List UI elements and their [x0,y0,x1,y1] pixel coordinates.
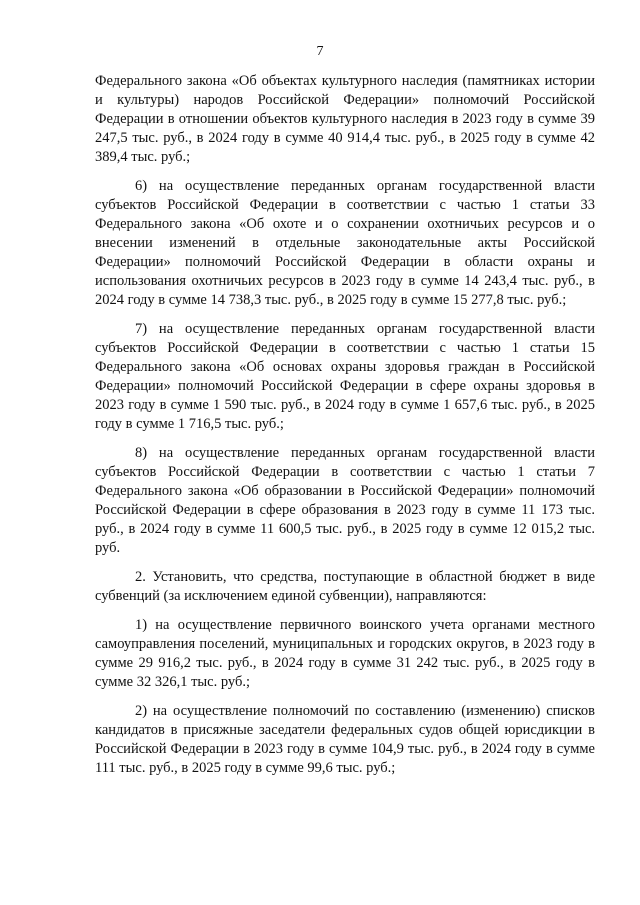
paragraph-section-2: 2. Установить, что средства, поступающие в областной бюджет в виде субвенций (за исключением единой субвенции), направляются: [95,569,595,604]
paragraph-section-2-item-1: 1) на осуществление первичного воинского учета органами местного самоуправления поселений, муниципальных и городских округов, в 2023 году в сумме 29 916,2 тыс. руб., в 2024 году в сумме 31 242 тыс. руб., в 2025 году в сумме 32 326,1 тыс. руб.; [95,617,595,690]
paragraph-item-8: 8) на осуществление переданных органам государственной власти субъектов Российской Федерации в соответствии с частью 1 статьи 7 Федерального закона «Об образовании в Российской Федерации» полномочий Российской Федерации в сфере образования в 2023 году в сумме 11 173 тыс. руб., в 2024 году в сумме 11 600,5 тыс. руб., в 2025 году в сумме 12 015,2 тыс. руб. [95,445,595,556]
paragraph-continuation: Федерального закона «Об объектах культурного наследия (памятниках истории и культуры) народов Российской Федерации» полномочий Российской Федерации в отношении объектов культурного наследия в 2023 году в сумме 39 247,5 тыс. руб., в 2024 году в сумме 40 914,4 тыс. руб., в 2025 году в сумме 42 389,4 тыс. руб.; [95,73,595,165]
paragraph-item-6: 6) на осуществление переданных органам государственной власти субъектов Российской Федерации в соответствии с частью 1 статьи 33 Федерального закона «Об охоте и о сохранении охотничьих ресурсов и о внесении изменений в отдельные законодательные акты Российской Федерации» полномочий Российской Федерации в области охраны и использования охотничьих ресурсов в 2023 году в сумме 14 243,4 тыс. руб., в 2024 году в сумме 14 738,3 тыс. руб., в 2025 году в сумме 15 277,8 тыс. руб.; [95,178,595,308]
document-body [95,72,595,788]
paragraph-section-2-item-2: 2) на осуществление полномочий по составлению (изменению) списков кандидатов в присяжные заседатели федеральных судов общей юрисдикции в Российской Федерации в 2023 году в сумме 104,9 тыс. руб., в 2024 году в сумме 111 тыс. руб., в 2025 году в сумме 99,6 тыс. руб.; [95,703,595,776]
paragraph-item-7: 7) на осуществление переданных органам государственной власти субъектов Российской Федерации в соответствии с частью 1 статьи 15 Федерального закона «Об основах охраны здоровья граждан в Российской Федерации» полномочий Российской Федерации в сфере охраны здоровья в 2023 году в сумме 1 590 тыс. руб., в 2024 году в сумме 1 657,6 тыс. руб., в 2025 году в сумме 1 716,5 тыс. руб.; [95,321,595,432]
page-number: 7 [316,44,324,59]
